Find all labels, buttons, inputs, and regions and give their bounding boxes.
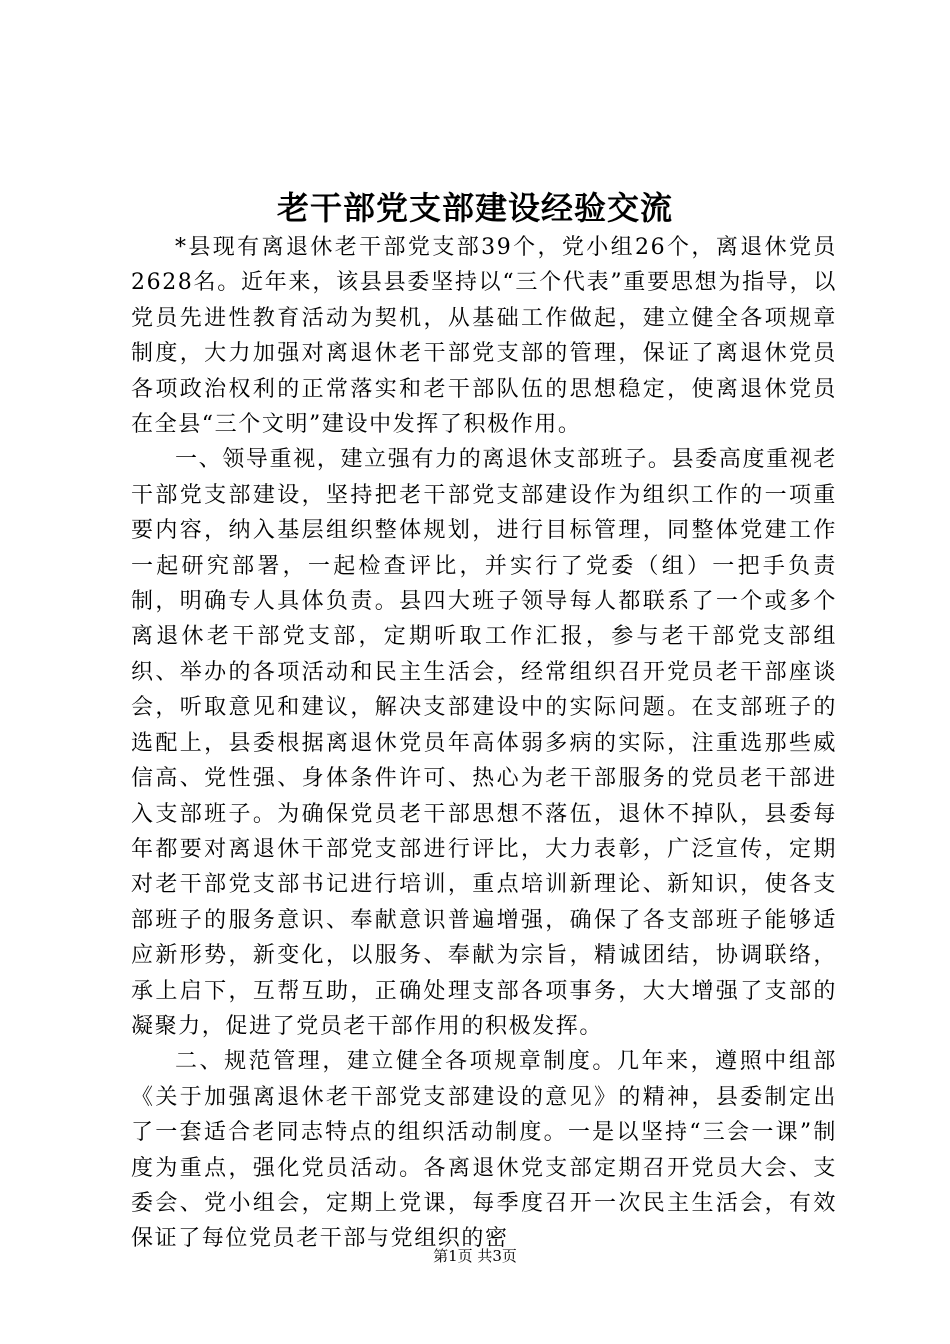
paragraph-intro: *县现有离退休老干部党支部39个，党小组26个，离退休党员2628名。近年来，该县县委坚持以“三个代表”重要思想为指导，以党员先进性教育活动为契机，从基础工作做起，建立健全各项规章制度，大力加强对离退休老干部党支部的管理，保证了离退休党员各项政治权利的正常落实和老干部队伍的思想稳定，使离退休党员在全县“三个文明”建设中发挥了积极作用。 [131,235,837,438]
document-body [131,230,837,1257]
paragraph-section-1: 一、领导重视，建立强有力的离退休支部班子。县委高度重视老干部党支部建设，坚持把老干部党支部建设作为组织工作的一项重要内容，纳入基层组织整体规划，进行目标管理，同整体党建工作一起研究部署，一起检查评比，并实行了党委（组）一把手负责制，明确专人具体负责。县四大班子领导每人都联系了一个或多个离退休老干部党支部，定期听取工作汇报，参与老干部党支部组织、举办的各项活动和民主生活会，经常组织召开党员老干部座谈会，听取意见和建议，解决支部建设中的实际问题。在支部班子的选配上，县委根据离退休党员年高体弱多病的实际，注重选那些威信高、党性强、身体条件许可、热心为老干部服务的党员老干部进入支部班子。为确保党员老干部思想不落伍，退休不掉队，县委每年都要对离退休干部党支部进行评比，大力表彰，广泛宣传，定期对老干部党支部书记进行培训，重点培训新理论、新知识，使各支部班子的服务意识、奉献意识普遍增强，确保了各支部班子能够适应新形势，新变化，以服务、奉献为宗旨，精诚团结，协调联络，承上启下，互帮互助，正确处理支部各项事务，大大增强了支部的凝聚力，促进了党员老干部作用的积极发挥。 [131,447,837,1039]
document-title: 老干部党支部建设经验交流 [276,189,673,227]
page-number-footer: 第1页 共3页 [433,1247,517,1265]
paragraph-section-2: 二、规范管理，建立健全各项规章制度。几年来，遵照中组部《关于加强离退休老干部党支部建设的意见》的精神，县委制定出了一套适合老同志特点的组织活动制度。一是以坚持“三会一课”制度为重点，强化党员活动。各离退休党支部定期召开党员大会、支委会、党小组会，定期上党课，每季度召开一次民主生活会，有效保证了每位党员老干部与党组织的密 [131,1049,837,1252]
